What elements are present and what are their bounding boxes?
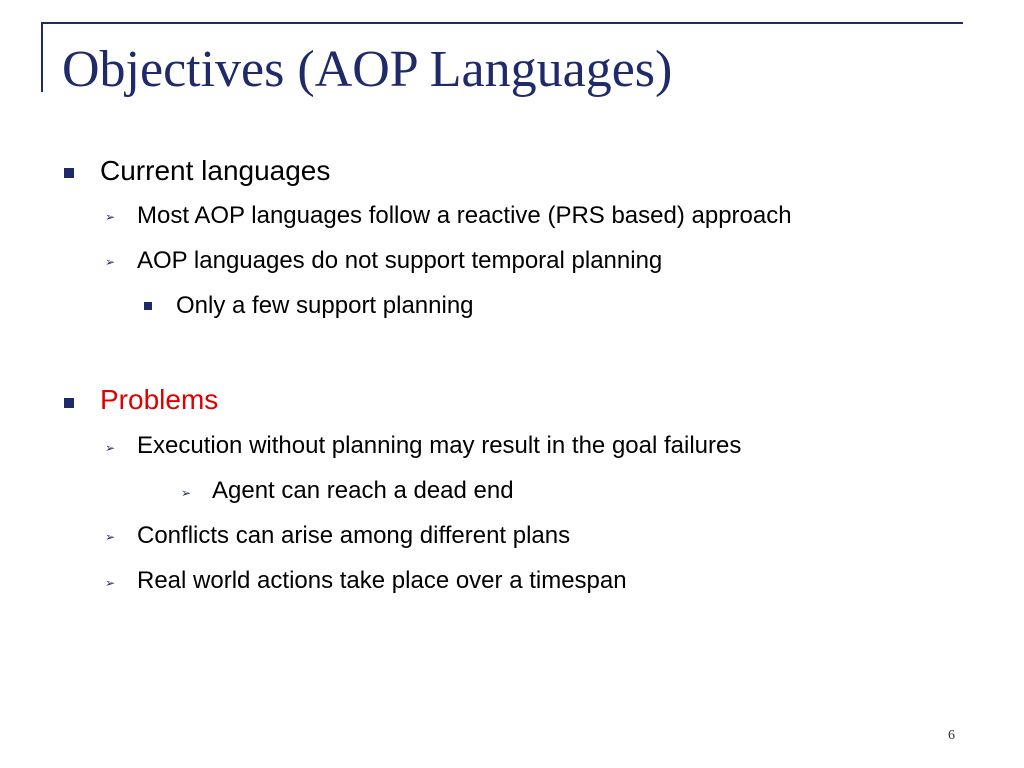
title-frame-left-rule bbox=[41, 22, 43, 92]
bullet-arrow-icon: ➢ bbox=[105, 576, 116, 590]
bullet-square-icon bbox=[64, 168, 74, 178]
bullet-reactive-approach: Most AOP languages follow a reactive (PRS based) approach bbox=[137, 202, 792, 229]
bullet-arrow-icon: ➢ bbox=[181, 486, 192, 500]
bullet-arrow-icon: ➢ bbox=[105, 210, 116, 224]
bullet-actions-timespan: Real world actions take place over a timespan bbox=[137, 567, 627, 594]
title-frame-top-rule bbox=[41, 22, 963, 24]
bullet-square-icon bbox=[144, 302, 152, 310]
bullet-dead-end: Agent can reach a dead end bbox=[212, 477, 514, 504]
bullet-arrow-icon: ➢ bbox=[105, 255, 116, 269]
bullet-arrow-icon: ➢ bbox=[105, 441, 116, 455]
bullet-arrow-icon: ➢ bbox=[105, 530, 116, 544]
slide-title: Objectives (AOP Languages) bbox=[62, 41, 673, 98]
bullet-goal-failures: Execution without planning may result in the goal failures bbox=[137, 432, 742, 459]
bullet-square-icon bbox=[64, 398, 74, 408]
bullet-few-support-planning: Only a few support planning bbox=[176, 292, 474, 319]
page-number: 6 bbox=[948, 728, 955, 743]
bullet-plan-conflicts: Conflicts can arise among different plans bbox=[137, 522, 571, 549]
bullet-current-languages: Current languages bbox=[100, 155, 331, 186]
bullet-problems: Problems bbox=[100, 384, 219, 415]
bullet-no-temporal-planning: AOP languages do not support temporal planning bbox=[137, 247, 663, 274]
